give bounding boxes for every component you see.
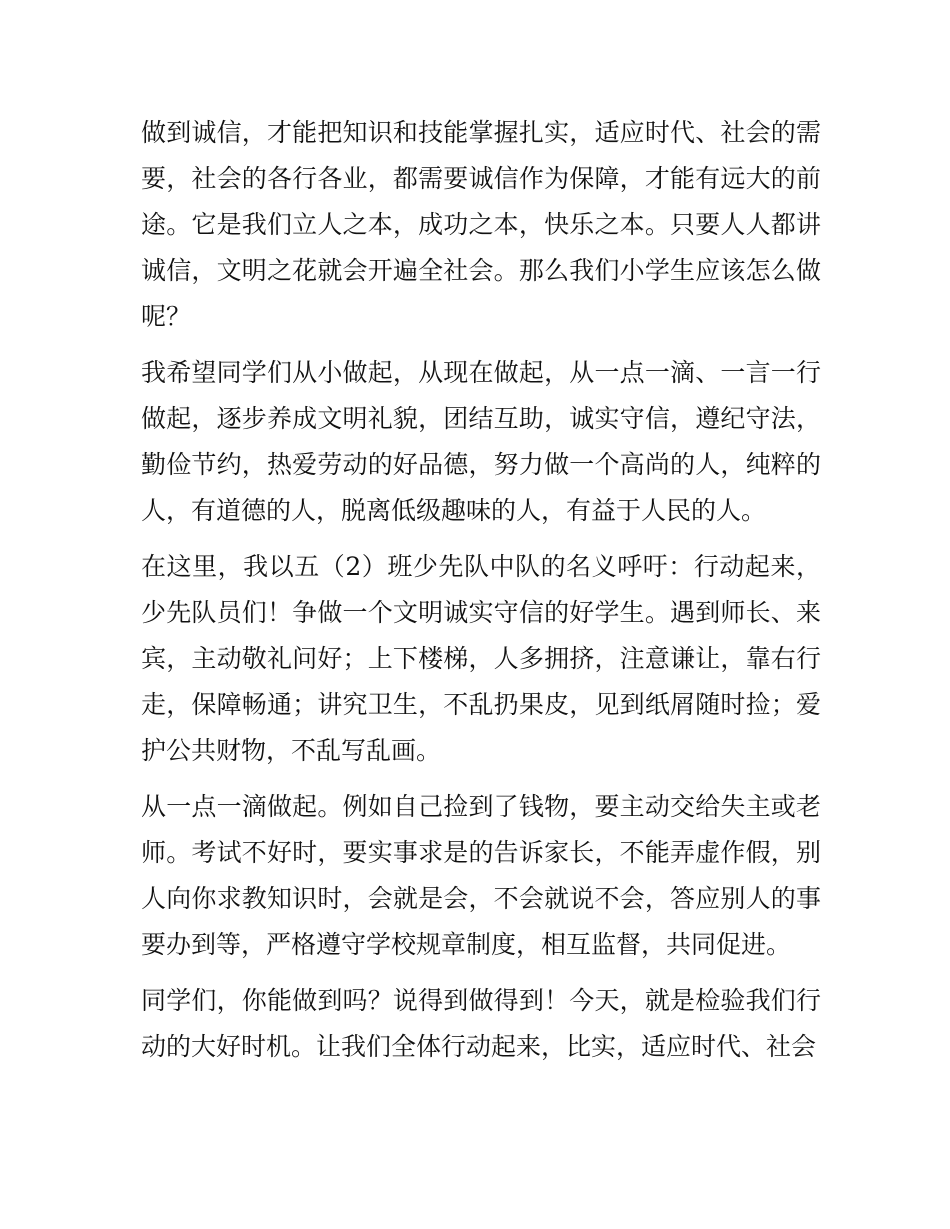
paragraph-gap [141, 968, 821, 978]
paragraph-gap [141, 534, 821, 544]
paragraph-gap [141, 340, 821, 350]
paragraph-1: 做到诚信，才能把知识和技能掌握扎实，适应时代、社会的需要，社会的各行各业，都需要诚信作为保障，才能有远大的前途。它是我们立人之本，成功之本，快乐之本。只要人人都讲诚信，文明之花就会开遍全社会。那么我们小学生应该怎么做呢？ [141, 118, 821, 331]
paragraph-5: 同学们，你能做到吗？说得到做得到！今天，就是检验我们行动的大好时机。让我们全体行动起来，比实，适应时代、社会 [141, 986, 821, 1061]
document-body [141, 110, 821, 1070]
paragraph-4: 从一点一滴做起。例如自己捡到了钱物，要主动交给失主或老师。考试不好时，要实事求是的告诉家长，不能弄虚作假，别人向你求教知识时，会就是会，不会就说不会，答应别人的事要办到等，严格遵守学校规章制度，相互监督，共同促进。 [141, 792, 821, 959]
paragraph-3: 在这里，我以五（2）班少先队中队的名义呼吁：行动起来，少先队员们！争做一个文明诚实守信的好学生。遇到师长、来宾，主动敬礼问好；上下楼梯，人多拥挤，注意谦让，靠右行走，保障畅通；讲究卫生，不乱扔果皮，见到纸屑随时捡；爱护公共财物，不乱写乱画。 [141, 552, 821, 765]
paragraph-gap [141, 774, 821, 784]
paragraph-2: 我希望同学们从小做起，从现在做起，从一点一滴、一言一行做起，逐步养成文明礼貌，团结互助，诚实守信，遵纪守法，勤俭节约，热爱劳动的好品德，努力做一个高尚的人，纯粹的人，有道德的人，脱离低级趣味的人，有益于人民的人。 [141, 358, 821, 525]
